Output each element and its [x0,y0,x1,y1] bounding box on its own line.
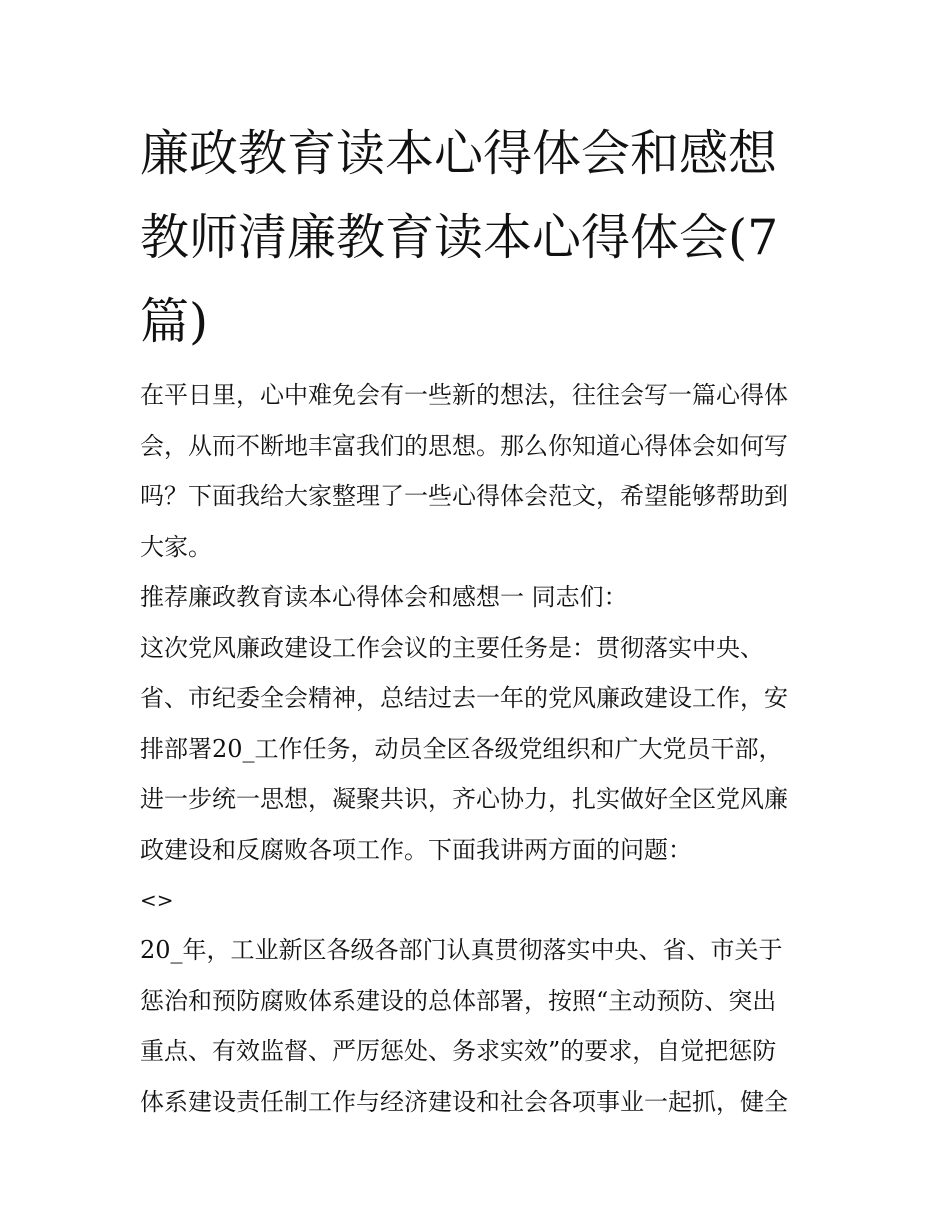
document-title [140,112,812,364]
title-line: 篇) [140,293,209,350]
text-line: 这次党风廉政建设工作会议的主要任务是：贯彻落实中央、 [140,633,764,662]
text-line: 排部署20_工作任务，动员全区各级党组织和广大党员干部， [140,734,783,763]
text-line: 20_年，工业新区各级各部门认真贯彻落实中央、省、市关于 [140,936,783,964]
intro-paragraph [140,370,812,572]
document-body [140,370,812,1127]
text-line: 推荐廉政教育读本心得体会和感想一 同志们： [140,583,628,611]
text-line: <> [140,888,174,912]
document-page [140,112,812,1127]
title-line: 教师清廉教育读本心得体会(7 [140,209,779,266]
text-line: 惩治和预防腐败体系建设的总体部署，按照“主动预防、突出 [140,986,777,1015]
body-paragraph [140,623,812,876]
text-line: 省、市纪委全会精神，总结过去一年的党风廉政建设工作，安 [140,684,788,712]
text-line: 政建设和反腐败各项工作。下面我讲两方面的问题： [140,835,692,864]
text-line: 大家。 [140,532,212,561]
text-line: 重点、有效监督、严厉惩处、务求实效”的要求，自觉把惩防 [140,1037,777,1065]
text-line: 会，从而不断地丰富我们的思想。那么你知道心得体会如何写 [140,431,788,460]
text-line: 体系建设责任制工作与经济建设和社会各项事业一起抓，健全 [140,1087,788,1116]
body-paragraph [140,925,812,1127]
title-line: 廉政教育读本心得体会和感想 [140,125,778,182]
text-line: 进一步统一思想，凝聚共识，齐心协力，扎实做好全区党风廉 [140,785,788,813]
placeholder-marker [140,875,812,925]
section-heading [140,572,812,623]
text-line: 在平日里，心中难免会有一些新的想法，往往会写一篇心得体 [140,381,788,409]
text-line: 吗？下面我给大家整理了一些心得体会范文，希望能够帮助到 [140,482,788,510]
